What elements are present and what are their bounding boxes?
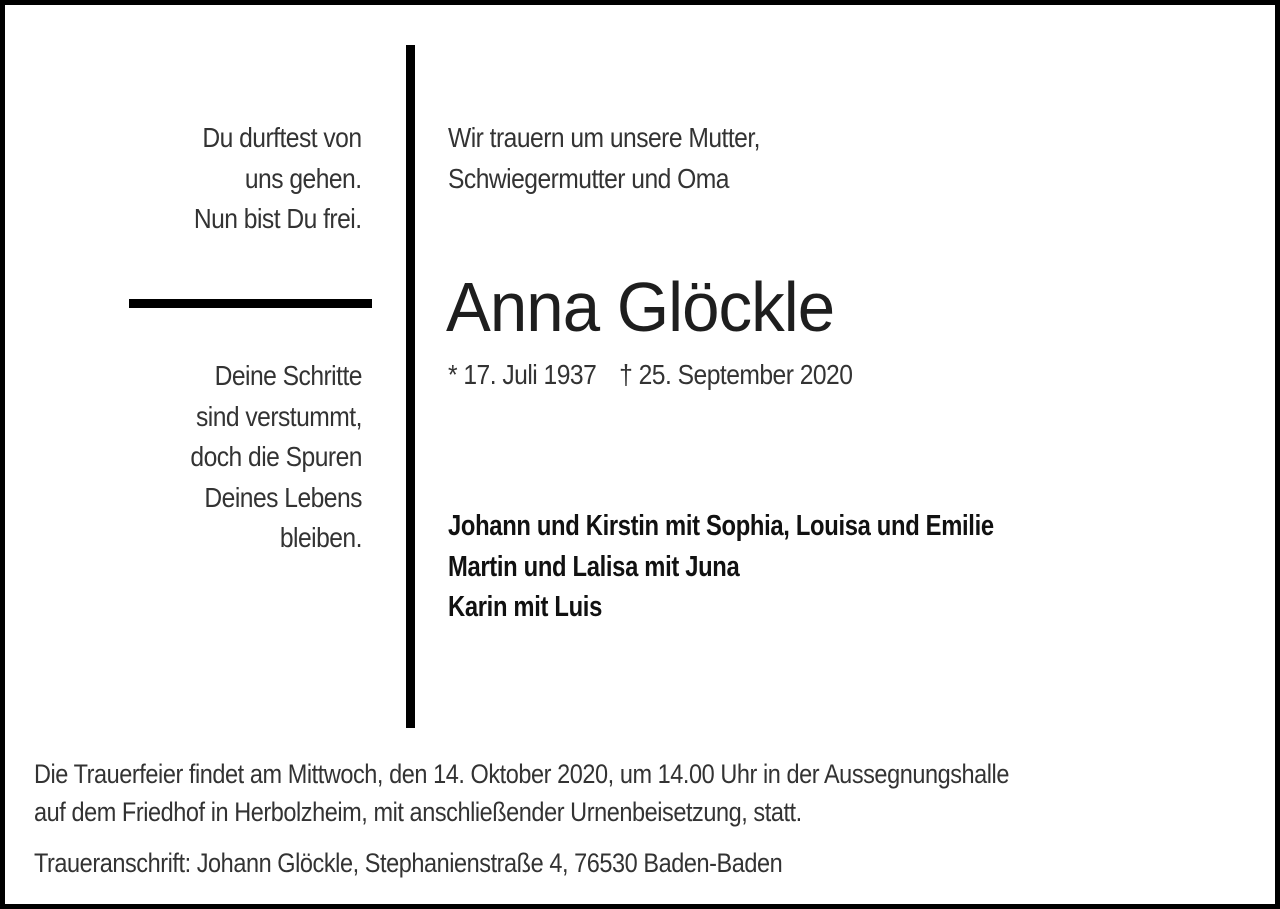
birth-date: * 17. Juli 1937: [448, 359, 597, 390]
verse-line: sind verstummt,: [196, 400, 362, 432]
mourner-line: Johann und Kirstin mit Sophia, Louisa und Emilie: [448, 510, 994, 542]
vertical-divider: [406, 45, 415, 728]
deceased-name: Anna Glöckle: [446, 268, 835, 346]
ceremony-notice: [34, 755, 1009, 831]
mourner-line: Martin und Lalisa mit Juna: [448, 550, 740, 583]
verse-bottom: [190, 356, 362, 559]
life-dates: [448, 355, 852, 395]
mourners-list: [448, 506, 994, 628]
horizontal-divider: [129, 299, 372, 308]
verse-line: Nun bist Du frei.: [194, 203, 362, 234]
verse-line: Deine Schritte: [214, 360, 362, 391]
verse-top: [194, 118, 362, 240]
death-date: † 25. September 2020: [619, 359, 853, 390]
verse-line: Deines Lebens: [204, 481, 362, 513]
verse-line: Du durftest von: [202, 122, 362, 153]
mourning-address: Traueranschrift: Johann Glöckle, Stephanienstraße 4, 76530 Baden-Baden: [34, 848, 783, 878]
mourner-line: Karin mit Luis: [448, 591, 602, 623]
intro-line: Wir trauern um unsere Mutter,: [448, 122, 760, 153]
verse-line: doch die Spuren: [190, 441, 362, 472]
intro-line: Schwiegermutter und Oma: [448, 162, 729, 194]
ceremony-line: auf dem Friedhof in Herbolzheim, mit anschließender Urnenbeisetzung, statt.: [34, 797, 802, 827]
mourning-intro: [448, 118, 760, 199]
verse-line: uns gehen.: [245, 162, 362, 194]
ceremony-line: Die Trauerfeier findet am Mittwoch, den 14. Oktober 2020, um 14.00 Uhr in der Aussegnungshalle: [34, 759, 1009, 789]
verse-line: bleiben.: [279, 522, 362, 553]
